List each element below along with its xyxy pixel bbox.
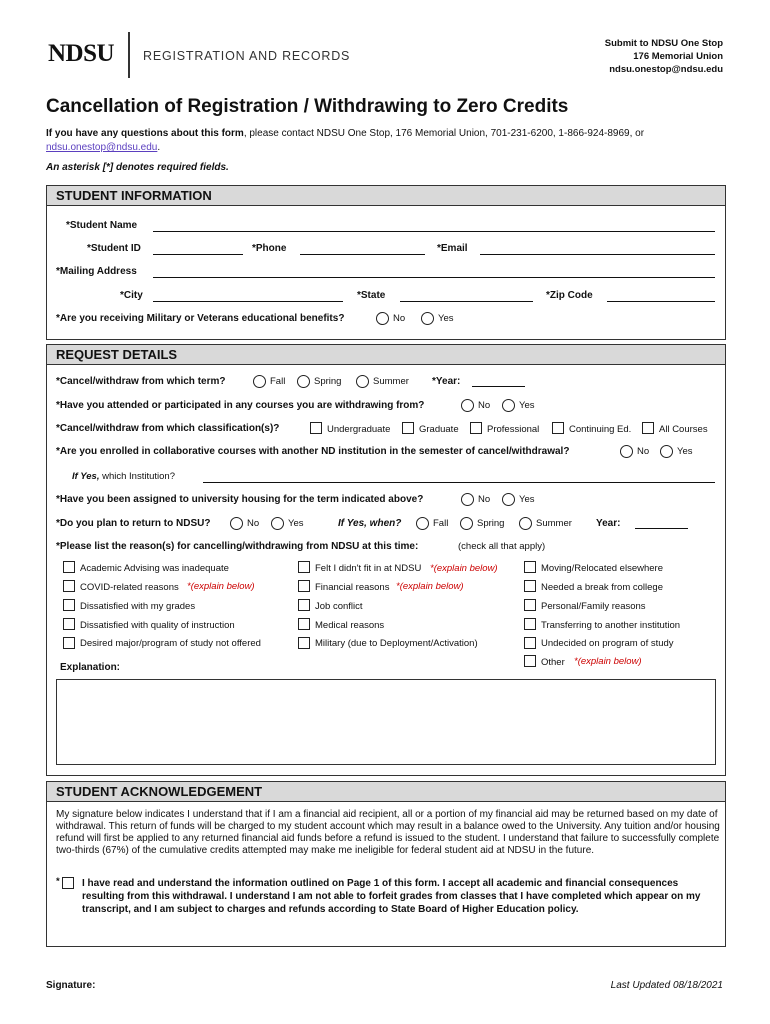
military-yes-radio[interactable] — [421, 312, 434, 325]
all-courses-checkbox[interactable] — [642, 422, 654, 434]
term-spring-radio[interactable] — [297, 375, 310, 388]
explain-below-note: *(explain below) — [430, 563, 498, 574]
signature-label: Signature: — [46, 980, 96, 991]
if-yes-text: If Yes, — [72, 471, 100, 482]
term-fall-radio[interactable] — [253, 375, 266, 388]
page-title: Cancellation of Registration / Withdrawing to Zero Credits — [46, 96, 569, 117]
email-field[interactable] — [480, 254, 715, 255]
required-note: An asterisk [*] denotes required fields. — [46, 162, 229, 173]
reason-label: Desired major/program of study not offered — [80, 638, 261, 649]
intro-text — [46, 127, 726, 155]
return-summer-radio[interactable] — [519, 517, 532, 530]
reason-checkbox[interactable] — [298, 599, 310, 611]
intro-period: . — [157, 142, 161, 153]
attended-no-radio[interactable] — [461, 399, 474, 412]
reasons-question: *Please list the reason(s) for cancelling/withdrawing from NDSU at this time: — [56, 541, 419, 552]
reason-label: Dissatisfied with quality of instruction — [80, 620, 235, 631]
reason-checkbox[interactable] — [63, 580, 75, 592]
check-all-note: (check all that apply) — [458, 541, 546, 552]
explain-below-note: *(explain below) — [396, 581, 464, 592]
return-no-label: No — [247, 518, 260, 529]
reason-checkbox[interactable] — [524, 637, 536, 649]
collaborative-no-radio[interactable] — [620, 445, 633, 458]
collaborative-no-label: No — [637, 446, 650, 457]
collaborative-yes-radio[interactable] — [660, 445, 673, 458]
reason-checkbox[interactable] — [524, 561, 536, 573]
intro-contact: , please contact NDSU One Stop, 176 Memorial Union, 701-231-6200, 1-866-924-8969, or — [243, 128, 645, 139]
last-updated: Last Updated 08/18/2021 — [610, 980, 723, 991]
acknowledgement-section — [46, 781, 726, 947]
return-question: *Do you plan to return to NDSU? — [56, 518, 211, 529]
reason-label: Medical reasons — [315, 620, 385, 631]
attended-question: *Have you attended or participated in any courses you are withdrawing from? — [56, 400, 425, 411]
student-name-field[interactable] — [153, 231, 715, 232]
reason-label: Military (due to Deployment/Activation) — [315, 638, 478, 649]
reason-checkbox[interactable] — [298, 580, 310, 592]
military-no-radio[interactable] — [376, 312, 389, 325]
department-name: REGISTRATION AND RECORDS — [143, 49, 351, 63]
term-question: *Cancel/withdraw from which term? — [56, 376, 226, 387]
which-institution-label — [72, 471, 175, 482]
housing-yes-label: Yes — [519, 494, 535, 505]
submit-info — [605, 37, 723, 76]
explanation-label: Explanation: — [60, 662, 121, 673]
ndsu-logo: NDSU — [48, 40, 115, 67]
reason-label: Felt I didn't fit in at NDSU — [315, 563, 422, 574]
return-no-radio[interactable] — [230, 517, 243, 530]
student-info-heading: STUDENT INFORMATION — [47, 186, 725, 206]
graduate-label: Graduate — [419, 424, 459, 435]
collaborative-yes-label: Yes — [677, 446, 693, 457]
reason-label: COVID-related reasons — [80, 582, 179, 593]
reason-checkbox[interactable] — [298, 618, 310, 630]
reason-label: Academic Advising was inadequate — [80, 563, 229, 574]
reason-label: Other — [541, 657, 565, 668]
term-summer-radio[interactable] — [356, 375, 369, 388]
intro-bold: If you have any questions about this form — [46, 128, 244, 139]
acknowledge-checkbox[interactable] — [62, 877, 74, 889]
year-label: *Year: — [432, 376, 461, 387]
student-id-label: *Student ID — [87, 243, 141, 254]
reason-checkbox[interactable] — [63, 637, 75, 649]
institution-field[interactable] — [203, 482, 715, 483]
all-courses-label: All Courses — [659, 424, 708, 435]
phone-field[interactable] — [300, 254, 425, 255]
acknowledgement-statement: I have read and understand the information outlined on Page 1 of this form. I accept all academic and financial consequences resulting from this withdrawal. I understand I am not able to forfeit grades from classes that I have completed which appear on my transcript, and I am subject to charges and refunds according to State Board of Higher Education policy. — [82, 878, 701, 915]
undergraduate-checkbox[interactable] — [310, 422, 322, 434]
city-label: *City — [120, 290, 143, 301]
housing-yes-radio[interactable] — [502, 493, 515, 506]
housing-no-radio[interactable] — [461, 493, 474, 506]
phone-label: *Phone — [252, 243, 287, 254]
reason-checkbox[interactable] — [63, 561, 75, 573]
collaborative-question: *Are you enrolled in collaborative courses with another ND institution in the semester of cancel/withdrawal? — [56, 446, 570, 457]
reason-checkbox[interactable] — [298, 561, 310, 573]
submit-line-2: 176 Memorial Union — [633, 51, 723, 62]
reason-checkbox[interactable] — [524, 580, 536, 592]
reason-label: Job conflict — [315, 601, 363, 612]
reason-label: Moving/Relocated elsewhere — [541, 563, 663, 574]
undergraduate-label: Undergraduate — [327, 424, 391, 435]
term-spring-label: Spring — [314, 376, 342, 387]
acknowledgement-text: My signature below indicates I understand that if I am a financial aid recipient, all or a portion of my financial aid may be returned based on my date of withdrawal. This return of funds will be charged to my student account which may result in a balance owed to the University. Any tuition and/or housing refund will first be applied to any returned financial aid funds before a refund is issued to the student. I understand that failure to successfully complete two-thirds (67%) of the cumulative credits attempted may make me ineligible for federal student aid at NDSU in the future. — [56, 809, 720, 856]
reason-label: Undecided on program of study — [541, 638, 674, 649]
graduate-checkbox[interactable] — [402, 422, 414, 434]
professional-label: Professional — [487, 424, 540, 435]
explanation-textarea[interactable] — [56, 679, 716, 765]
mailing-address-field[interactable] — [153, 277, 715, 278]
housing-question: *Have you been assigned to university housing for the term indicated above? — [56, 494, 424, 505]
attended-no-label: No — [478, 400, 491, 411]
required-asterisk: * — [56, 876, 60, 887]
if-yes-when-label: If Yes, when? — [338, 518, 402, 529]
reason-label: Needed a break from college — [541, 582, 663, 593]
student-id-field[interactable] — [153, 254, 243, 255]
reason-label: Personal/Family reasons — [541, 601, 646, 612]
reason-checkbox[interactable] — [524, 655, 536, 667]
state-label: *State — [357, 290, 386, 301]
reason-label: Financial reasons — [315, 582, 390, 593]
reason-label: Dissatisfied with my grades — [80, 601, 196, 612]
reason-checkbox[interactable] — [298, 637, 310, 649]
zip-field[interactable] — [607, 301, 715, 302]
email-link[interactable]: ndsu.onestop@ndsu.edu — [46, 142, 158, 153]
city-field[interactable] — [153, 301, 343, 302]
return-year-field[interactable] — [635, 528, 688, 529]
return-spring-radio[interactable] — [460, 517, 473, 530]
reason-checkbox[interactable] — [524, 599, 536, 611]
student-name-label: *Student Name — [66, 220, 138, 231]
reason-label: Transferring to another institution — [541, 620, 681, 631]
reason-checkbox[interactable] — [63, 599, 75, 611]
return-yes-label: Yes — [288, 518, 304, 529]
submit-line-3: ndsu.onestop@ndsu.edu — [609, 64, 723, 75]
return-fall-radio[interactable] — [416, 517, 429, 530]
explain-below-note: *(explain below) — [574, 656, 642, 667]
reason-checkbox[interactable] — [524, 618, 536, 630]
email-label: *Email — [437, 243, 468, 254]
military-yes-label: Yes — [438, 313, 454, 324]
attended-yes-radio[interactable] — [502, 399, 515, 412]
continuing-ed-checkbox[interactable] — [552, 422, 564, 434]
which-institution-text: which Institution? — [99, 471, 175, 482]
classification-question: *Cancel/withdraw from which classification(s)? — [56, 423, 280, 434]
request-details-heading: REQUEST DETAILS — [47, 345, 725, 365]
return-fall-label: Fall — [433, 518, 449, 529]
return-spring-label: Spring — [477, 518, 505, 529]
explain-below-note: *(explain below) — [187, 581, 255, 592]
return-yes-radio[interactable] — [271, 517, 284, 530]
return-year-label: Year: — [596, 518, 621, 529]
housing-no-label: No — [478, 494, 491, 505]
professional-checkbox[interactable] — [470, 422, 482, 434]
military-benefits-question: *Are you receiving Military or Veterans educational benefits? — [56, 313, 345, 324]
year-field[interactable] — [472, 386, 525, 387]
state-field[interactable] — [400, 301, 533, 302]
mailing-address-label: *Mailing Address — [56, 266, 137, 277]
military-no-label: No — [393, 313, 406, 324]
return-summer-label: Summer — [536, 518, 572, 529]
attended-yes-label: Yes — [519, 400, 535, 411]
acknowledgement-heading: STUDENT ACKNOWLEDGEMENT — [47, 782, 725, 802]
term-fall-label: Fall — [270, 376, 286, 387]
zip-label: *Zip Code — [546, 290, 593, 301]
continuing-ed-label: Continuing Ed. — [569, 424, 632, 435]
logo-divider — [128, 32, 130, 78]
term-summer-label: Summer — [373, 376, 409, 387]
submit-line-1: Submit to NDSU One Stop — [604, 38, 723, 49]
reason-checkbox[interactable] — [63, 618, 75, 630]
